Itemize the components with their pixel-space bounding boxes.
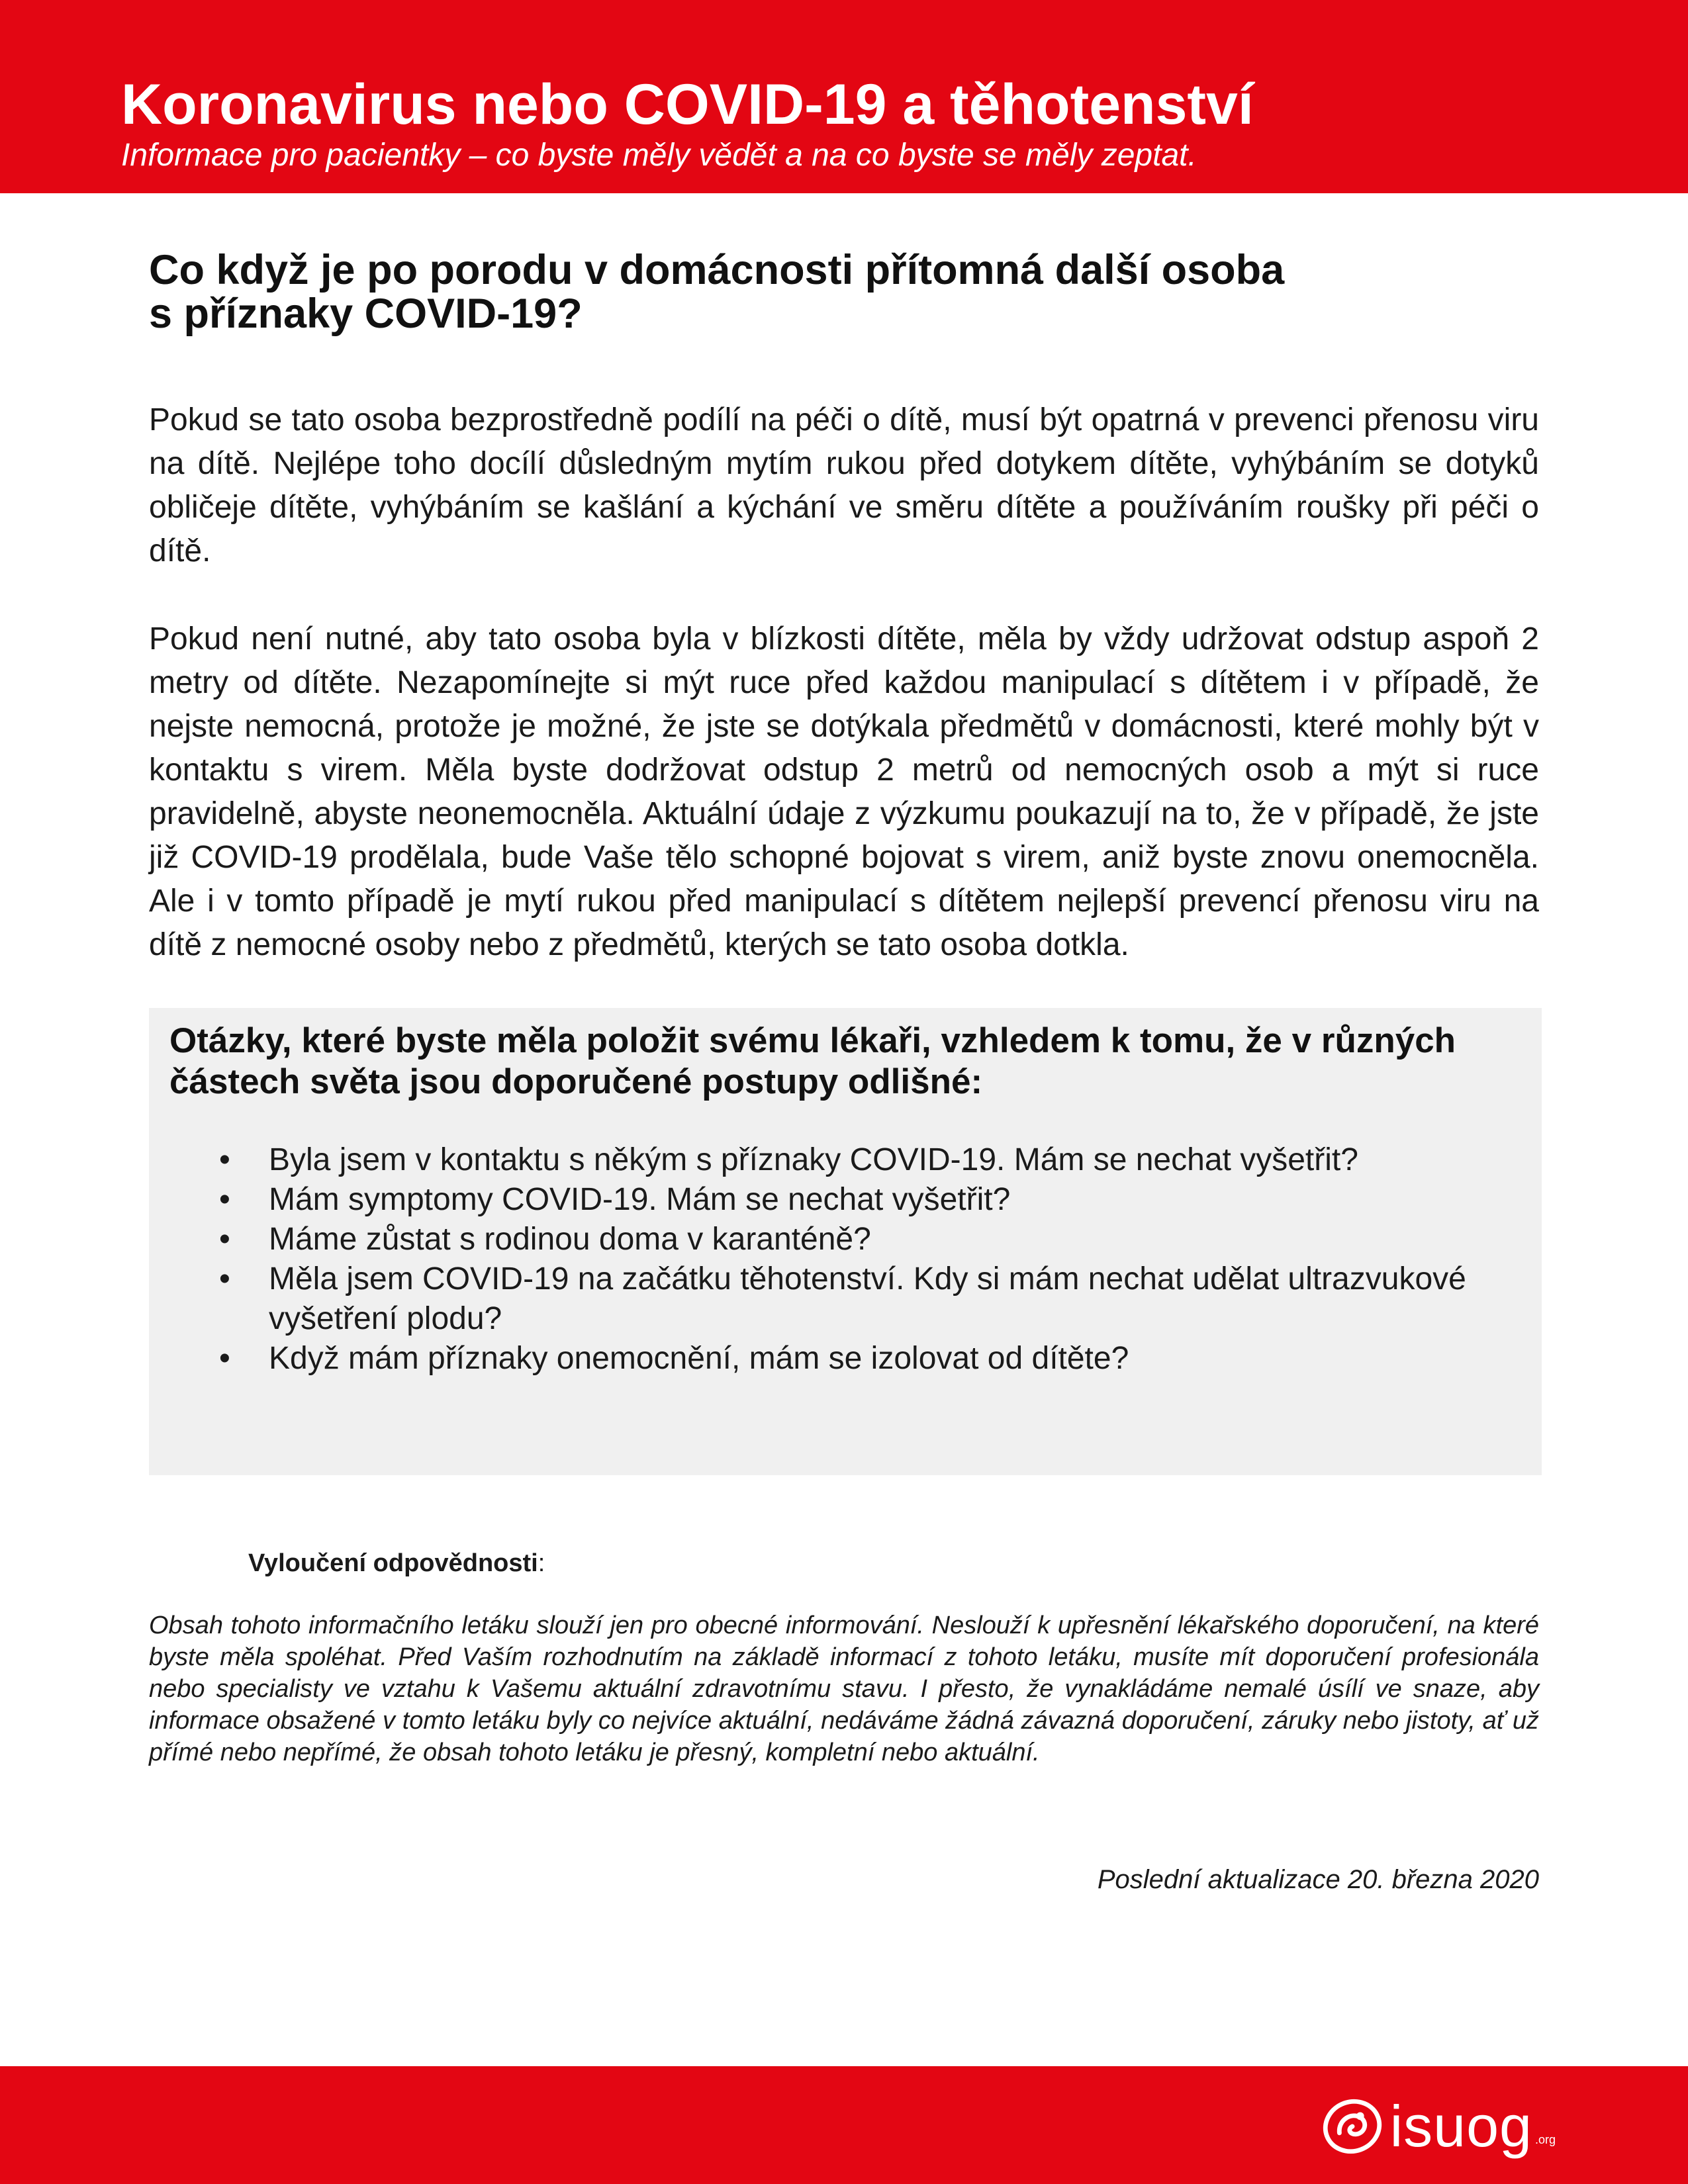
bullet-icon: • — [219, 1142, 230, 1177]
disclaimer-label-colon: : — [538, 1549, 545, 1577]
header-band — [0, 0, 1688, 193]
document-title: Koronavirus nebo COVID-19 a těhotenství — [121, 73, 1254, 136]
bullet-icon: • — [219, 1182, 230, 1217]
question-item — [149, 1339, 1542, 1379]
disclaimer-label — [248, 1547, 545, 1579]
last-updated: Poslední aktualizace 20. března 2020 — [1097, 1865, 1539, 1894]
document-subtitle: Informace pro pacientky – co byste měly vědět a na co byste se měly zeptat. — [121, 138, 1197, 173]
isuog-fetus-logo-icon — [1320, 2094, 1385, 2159]
question-text: Byla jsem v kontaktu s někým s příznaky COVID-19. Mám se nechat vyšetřit? — [269, 1142, 1358, 1177]
section-title — [149, 248, 1539, 336]
questions-box — [149, 1008, 1542, 1475]
bullet-icon: • — [219, 1261, 230, 1297]
bullet-icon: • — [219, 1222, 230, 1257]
disclaimer-label-text: Vyloučení odpovědnosti — [248, 1549, 538, 1577]
question-item — [149, 1140, 1542, 1180]
question-text: Když mám příznaky onemocnění, mám se izolovat od dítěte? — [269, 1341, 1129, 1376]
question-text: Mám symptomy COVID-19. Mám se nechat vyšetřit? — [269, 1182, 1011, 1217]
question-item — [149, 1259, 1542, 1339]
disclaimer-text: Obsah tohoto informačního letáku slouží jen pro obecné informování. Neslouží k upřesnění lékařského doporučení, na které byste měla spoléhat. Před Vaším rozhodnutím na základě informací z tohoto letáku, musíte mít doporučení profesionála nebo specialisty ve vztahu k Vašemu aktuální zdravotnímu stavu. I přesto, že vynakládáme nemalé úsílí ve snaze, aby informace obsažené v tomto letáku byly co nejvíce aktuální, nedáváme žádná závazná doporučení, záruky nebo jistoty, ať už přímé nebo nepřímé, že obsah tohoto letáku je přesný, kompletní nebo aktuální. — [149, 1612, 1539, 1766]
bullet-icon: • — [219, 1341, 230, 1376]
section-title-line-1: Co když je po porodu v domácnosti přítomná další osoba — [149, 247, 1285, 293]
question-text: Měla jsem COVID-19 na začátku těhotenství. Kdy si mám nechat udělat ultrazvukové vyšetření plodu? — [269, 1261, 1466, 1336]
isuog-logo — [1320, 2090, 1556, 2163]
section-title-line-2: s příznaky COVID-19? — [149, 291, 583, 337]
question-item — [149, 1220, 1542, 1259]
paragraph-caregiver-hygiene: Pokud se tato osoba bezprostředně podílí na péči o dítě, musí být opatrná v prevenci přenosu viru na dítě. Nejlépe toho docílí důsledným mytím rukou před dotykem dítěte, vyhýbáním se dotyků obličeje dítěte, vyhýbáním se kašlání a kýchání ve směru dítěte a používáním roušky při péči o dítě. — [149, 402, 1539, 569]
paragraph-distance-and-handwashing: Pokud není nutné, aby tato osoba byla v blízkosti dítěte, měla by vždy udržovat odstup aspoň 2 metry od dítěte. Nezapomínejte si mýt ruce před každou manipulací s dítětem i v případě, že nejste nemocná, protože je možné, že jste se dotýkala předmětů v domácnosti, které mohly být v kontaktu s virem. Měla byste dodržovat odstup 2 metrů od nemocných osob a mýt si ruce pravidelně, abyste neonemocněla. Aktuální údaje z výzkumu poukazují na to, že v případě, že jste již COVID-19 prodělala, bude Vaše tělo schopné bojovat s virem, aniž byste znovu onemocněla. Ale i v tomto případě je mytí rukou před manipulací s dítětem nejlepší prevencí přenosu viru na dítě z nemocné osoby nebo z předmětů, kterých se tato osoba dotkla. — [149, 621, 1539, 962]
question-item — [149, 1180, 1542, 1220]
question-text: Máme zůstat s rodinou doma v karanténě? — [269, 1222, 871, 1257]
logo-suffix: .org — [1534, 2133, 1556, 2146]
logo-text: isuog — [1389, 2093, 1532, 2159]
questions-list — [149, 1140, 1542, 1379]
questions-heading: Otázky, které byste měla položit svému lékaři, vzhledem k tomu, že v různých částech světa jsou doporučené postupy odlišné: — [169, 1021, 1456, 1101]
